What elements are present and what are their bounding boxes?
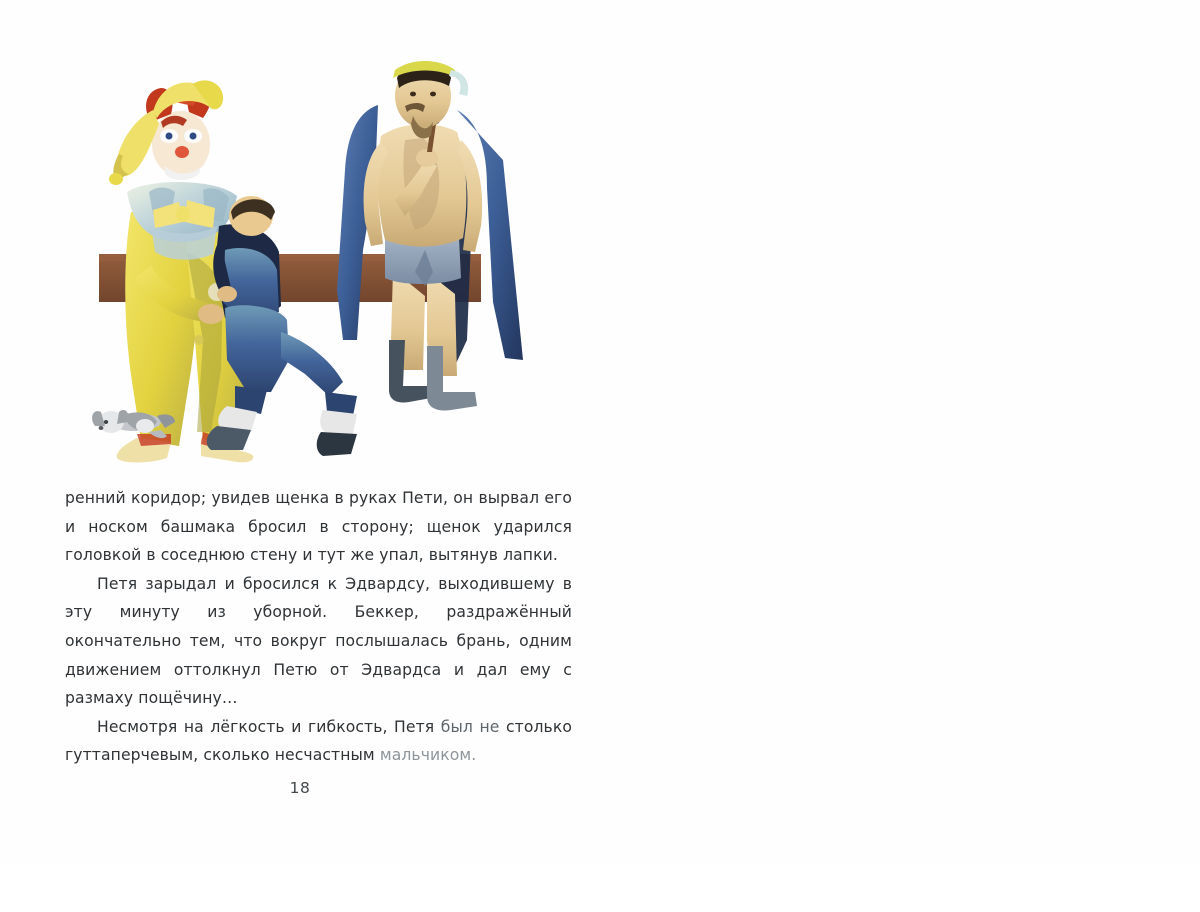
paragraph [65,713,572,770]
illustration-artwork [75,40,545,465]
text-run: был не [440,717,500,736]
left-page [0,0,600,863]
clown-nose [175,146,189,158]
paragraph [65,570,572,713]
text-run: Несмотря на лёгкость и гибкость, Петя [97,717,441,736]
text-run: столько гуттаперчевым, сколько несчастным [65,717,572,765]
text-run: ренний коридор; увидев щенка в руках Пети, он вырвал его и носком башмака бросил в сторону; щенок ударился головкой в соседнюю стену и тут же упал, вытянув лапки. [65,489,572,565]
text-run: мальчиком. [379,746,477,765]
page-number-left: 18 [289,779,311,797]
right-page [600,0,1200,863]
circus-performers-illustration [75,40,545,465]
text-run: Петя зарыдал и бросился к Эдвардсу, выходившему в эту минуту из уборной. Беккер, раздражённый окончательно тем, что вокруг послышалась брань, одним движением оттолкнул Петю от Эдвардса и дал ему с размаху пощёчину… [65,574,572,708]
boy-shoe-left [207,426,251,450]
boy-sock-right [320,410,357,434]
paragraph [65,484,572,570]
strongman-figure [337,61,523,410]
boy-shoe-right [317,432,357,456]
left-page-text-column [65,484,572,770]
boy-in-blue-figure [207,196,357,456]
